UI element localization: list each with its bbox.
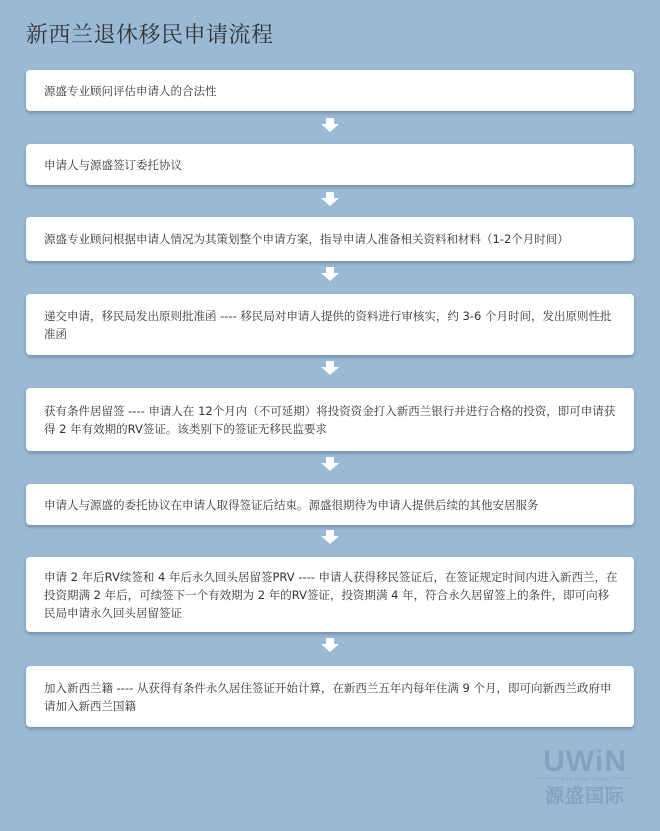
down-arrow-icon bbox=[321, 192, 339, 206]
flow-step-text: 获有条件居留签 ---- 申请人在 12个月内（不可延期）将投资资金打入新西兰银行并进行合格的投资，即可申请获得 2 年有效期的RV签证。该类别下的签证无移民监要求 bbox=[44, 403, 616, 436]
flow-step-text: 源盛专业顾问根据申请人情况为其策划整个申请方案，指导申请人准备相关资料和材料（1-2个月时间） bbox=[44, 232, 569, 246]
flow-step-5 bbox=[26, 388, 634, 451]
svg-text:UWiN: UWiN bbox=[543, 745, 627, 778]
svg-text:INTERNATIONAL: INTERNATIONAL bbox=[559, 777, 611, 783]
down-arrow-icon bbox=[321, 457, 339, 471]
down-arrow-icon bbox=[321, 118, 339, 132]
flow-step-text: 申请人与源盛的委托协议在申请人取得签证后结束。源盛很期待为申请人提供后续的其他安居服务 bbox=[44, 497, 539, 512]
down-arrow-icon bbox=[321, 361, 339, 375]
down-arrow-icon bbox=[321, 267, 339, 281]
flow-step-3 bbox=[26, 217, 634, 261]
flow-step-text: 申请人与源盛签订委托协议 bbox=[44, 157, 182, 172]
down-arrow-icon bbox=[321, 638, 339, 652]
flow-step-6 bbox=[26, 484, 634, 525]
down-arrow-icon bbox=[321, 530, 339, 544]
flow-step-text: 加入新西兰籍 ---- 从获得有条件永久居住签证开始计算，在新西兰五年内每年住满 9 个月，即可向新西兰政府申请加入新西兰国籍 bbox=[44, 680, 612, 713]
flow-step-1 bbox=[26, 70, 634, 111]
page-title: 新西兰退休移民申请流程 bbox=[26, 23, 274, 48]
flow-step-text: 递交申请，移民局发出原则批准函 ---- 移民局对申请人提供的资料进行审核实，约 3-6 个月时间，发出原则性批准函 bbox=[44, 308, 612, 341]
flow-step-text: 申请 2 年后RV续签和 4 年后永久回头居留签PRV ---- 申请人获得移民签证后，在签证规定时间内进入新西兰，在投资期满 2 年后，可续签下一个有效期为 2 年的RV签证，投资期满 4 年，符合永久居留签上的条件，即可向移民局申请永久回头居留签证 bbox=[44, 569, 618, 620]
flow-step-7 bbox=[26, 557, 634, 632]
flow-step-text: 源盛专业顾问评估申请人的合法性 bbox=[44, 83, 217, 98]
flow-step-8 bbox=[26, 666, 634, 727]
uwin-logo bbox=[534, 744, 636, 806]
flow-step-4 bbox=[26, 294, 634, 355]
svg-text:源盛国际: 源盛国际 bbox=[544, 785, 626, 806]
flow-step-2 bbox=[26, 144, 634, 185]
